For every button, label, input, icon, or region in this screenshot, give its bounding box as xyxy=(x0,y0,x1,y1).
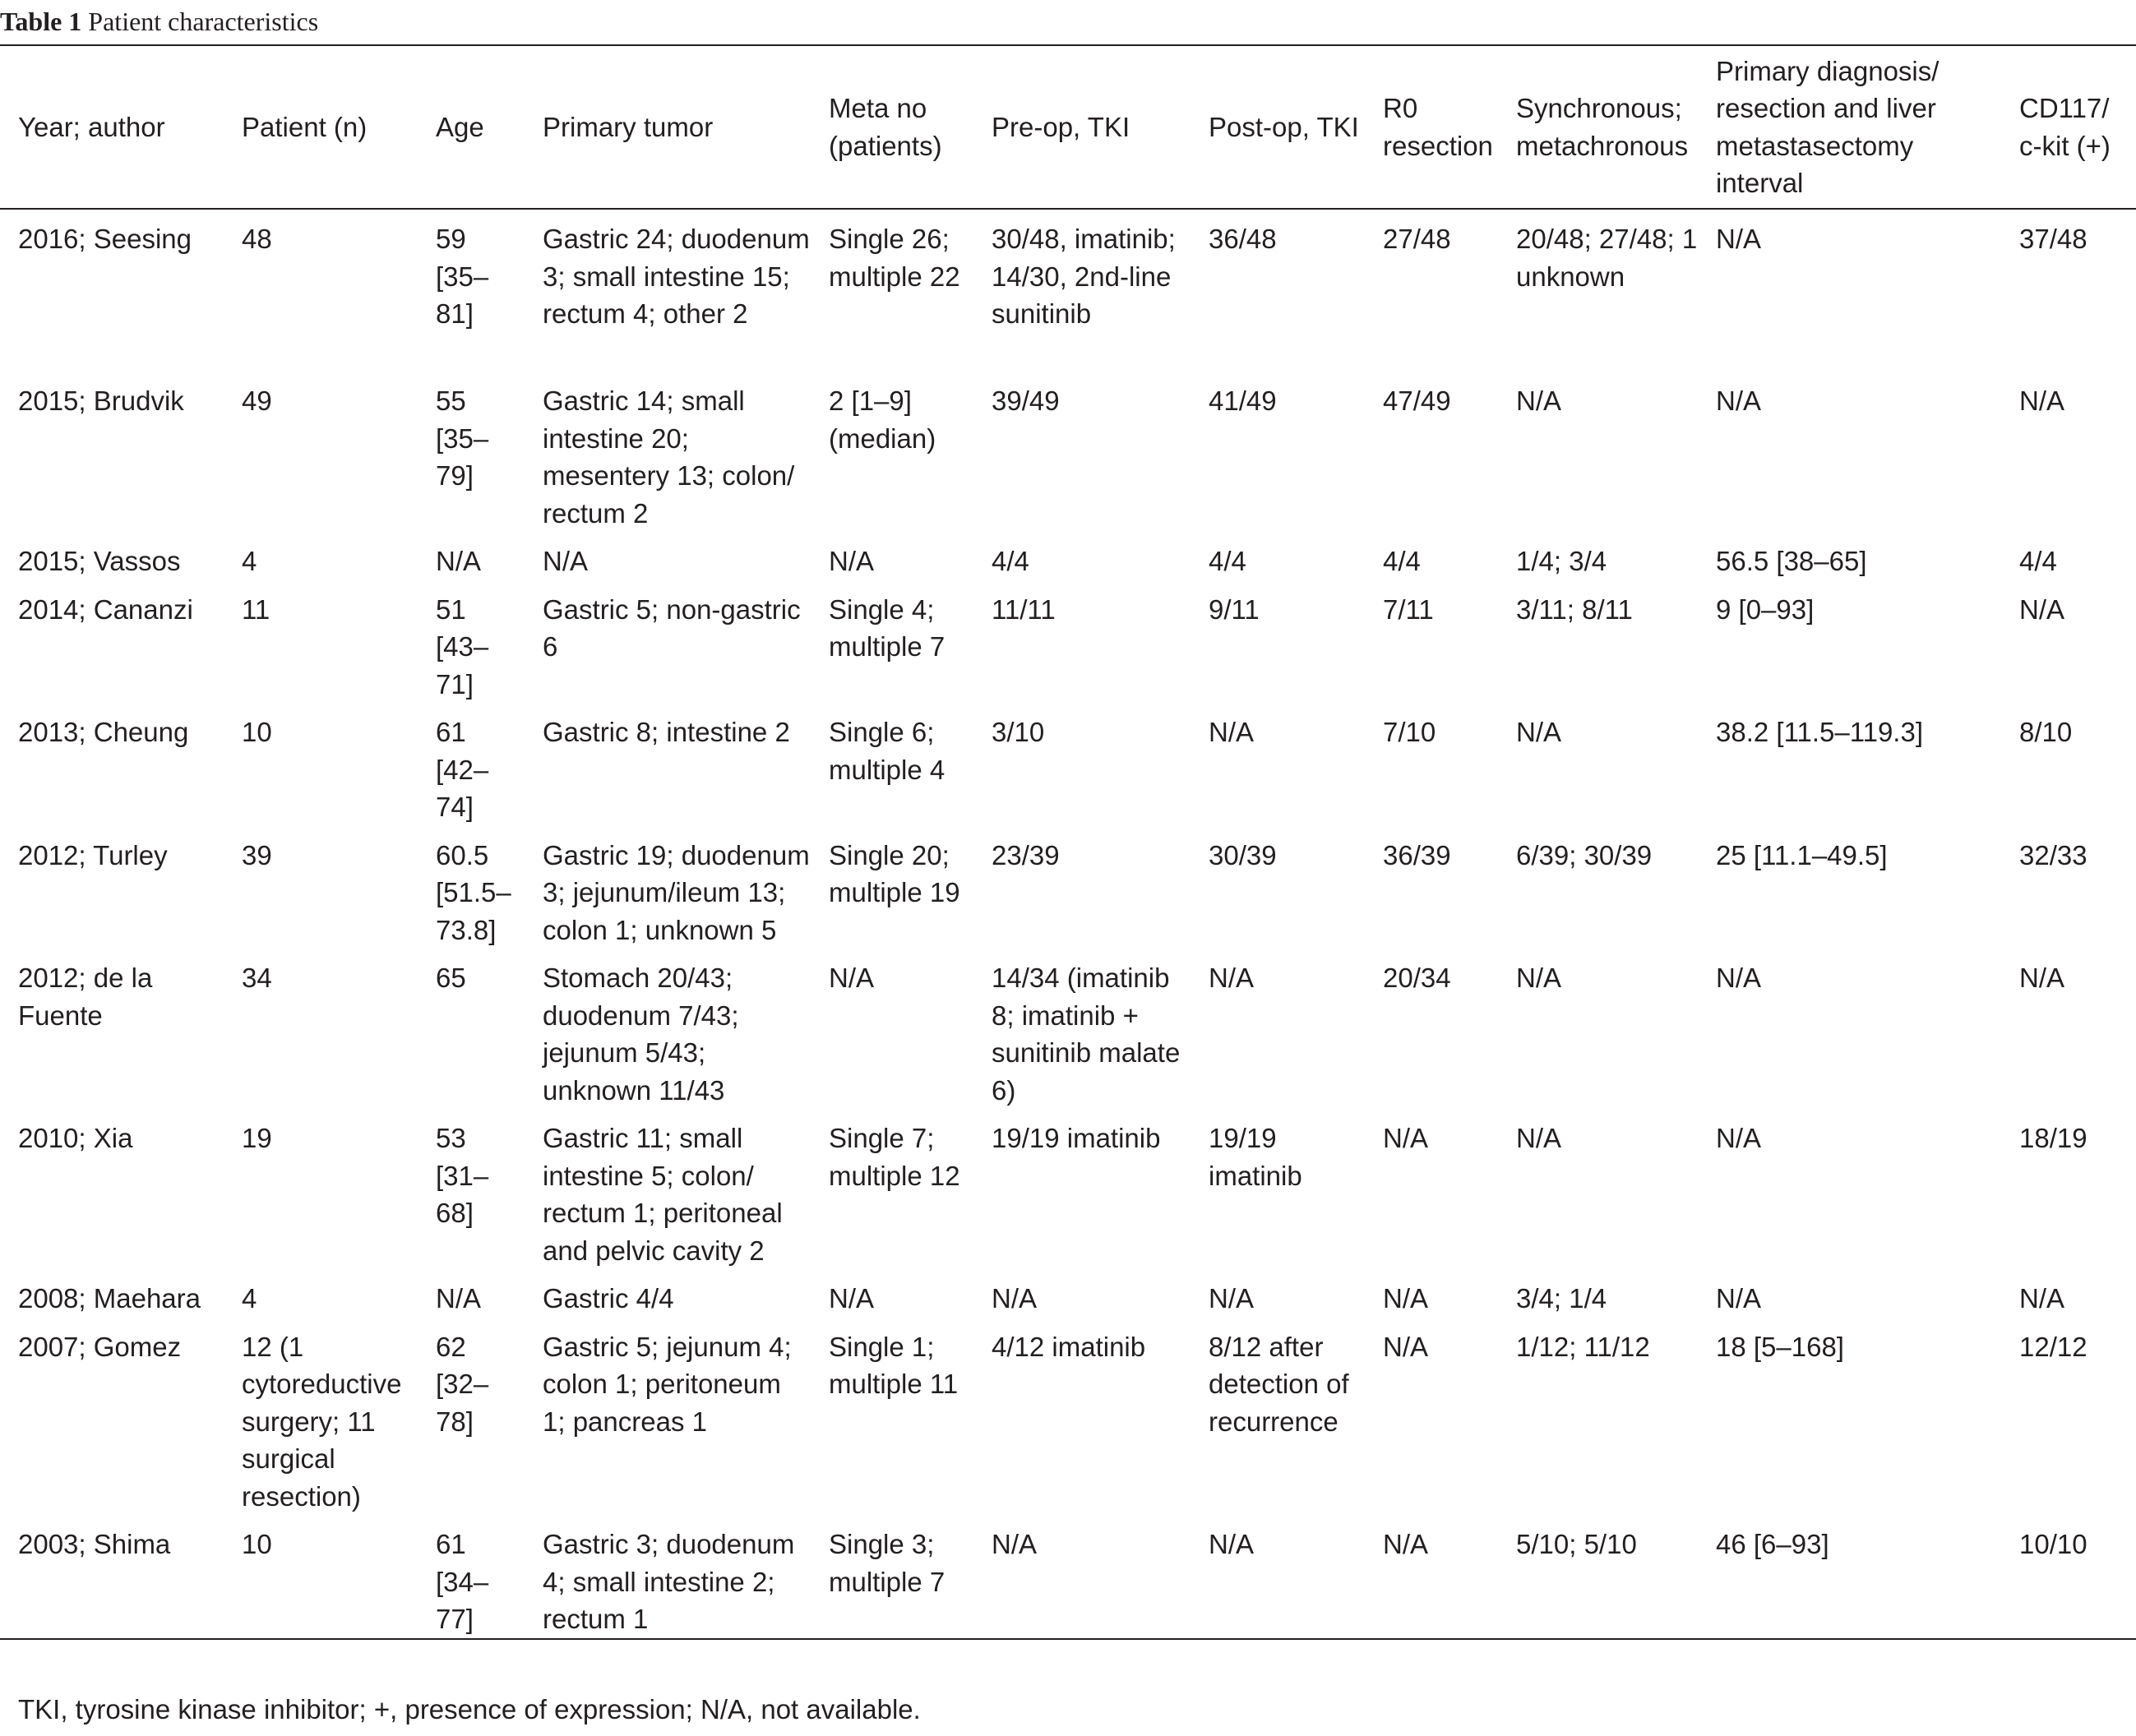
cell-r0-resection: 7/11 xyxy=(1383,593,1434,625)
cell-interval: 56.5 [38–65] xyxy=(1716,546,1867,576)
cell-meta-no: Single 20; multiple 19 xyxy=(829,839,960,907)
cell-interval: N/A xyxy=(1716,386,1762,416)
cell-age: 61 [34–77] xyxy=(418,1515,525,1639)
cell-meta-no: Single 3; multiple 7 xyxy=(811,1515,973,1639)
cell-patient-n: 39 xyxy=(242,839,272,870)
cell-pre-op-tki: N/A xyxy=(992,1283,1038,1314)
cell-synchronous-metachronous: N/A xyxy=(1516,717,1562,747)
table-row xyxy=(0,1318,2136,1516)
cell-meta-no: N/A xyxy=(829,963,875,993)
table-header-row xyxy=(0,45,2136,209)
table-row xyxy=(0,826,2136,949)
cell-patient-n: 4 xyxy=(242,546,257,576)
cell-primary-tumor: Gastric 5; non-gastric 6 xyxy=(543,593,801,662)
cell-r0-resection: 4/4 xyxy=(1383,546,1421,576)
cell-post-op-tki: 30/39 xyxy=(1209,839,1277,870)
table-row xyxy=(0,532,2136,580)
cell-cd117: N/A xyxy=(2019,593,2065,625)
cell-r0-resection: 7/10 xyxy=(1383,717,1436,747)
table-row xyxy=(0,372,2136,532)
table-row xyxy=(0,1515,2136,1639)
cell-cd117: 18/19 xyxy=(2019,1123,2087,1153)
cell-cd117: 4/4 xyxy=(2019,546,2057,576)
cell-primary-tumor: Gastric 11; small intestine 5; colon/ rectum 1; peritoneal and pelvic cavity 2 xyxy=(543,1123,783,1266)
table-row xyxy=(0,703,2136,826)
cell-age: 60.5 [51.5–73.8] xyxy=(436,839,511,945)
cell-pre-op-tki: 4/12 imatinib xyxy=(992,1331,1146,1362)
cell-cd117: N/A xyxy=(2019,1283,2065,1314)
cell-post-op-tki: 19/19 imatinib xyxy=(1209,1123,1302,1191)
cell-cd117: 37/48 xyxy=(2019,224,2087,254)
cell-meta-no: Single 6; multiple 4 xyxy=(829,717,945,785)
cell-patient-n: 11 xyxy=(242,593,270,625)
cell-pre-op-tki: 14/34 (imatinib 8; imatinib + sunitinib malate 6) xyxy=(992,963,1181,1106)
cell-meta-no: N/A xyxy=(829,1283,875,1314)
column-header-year-author: Year; author xyxy=(0,45,224,209)
cell-post-op-tki: 9/11 xyxy=(1209,593,1260,625)
cell-post-op-tki: 8/12 after detection of recurrence xyxy=(1209,1331,1349,1437)
cell-age: 65 xyxy=(436,963,466,993)
cell-interval: 46 [6–93] xyxy=(1698,1515,2001,1639)
cell-post-op-tki: N/A xyxy=(1209,1283,1255,1314)
cell-meta-no: 2 [1–9] (median) xyxy=(829,386,936,454)
cell-year-author: 2014; Cananzi xyxy=(18,593,193,625)
table-caption xyxy=(0,5,318,38)
cell-synchronous-metachronous: 5/10; 5/10 xyxy=(1498,1515,1698,1639)
cell-interval: 9 [0–93] xyxy=(1716,593,1815,625)
cell-primary-tumor: Gastric 14; small intestine 20; mesentery 13; colon/ rectum 2 xyxy=(543,386,795,529)
table-body xyxy=(0,209,2136,1639)
table-footnote: TKI, tyrosine kinase inhibitor; +, presence of expression; N/A, not available. xyxy=(18,1694,921,1724)
cell-r0-resection: N/A xyxy=(1383,1331,1429,1362)
cell-synchronous-metachronous: 3/11; 8/11 xyxy=(1516,593,1633,625)
column-header-pre-op-tki: Pre-op, TKI xyxy=(973,45,1191,209)
cell-synchronous-metachronous: N/A xyxy=(1516,963,1562,993)
cell-pre-op-tki: 39/49 xyxy=(992,386,1060,416)
cell-pre-op-tki: N/A xyxy=(973,1515,1191,1639)
cell-pre-op-tki: 30/48, imatinib; 14/30, 2nd-line sunitinib xyxy=(992,224,1176,329)
cell-cd117: 8/10 xyxy=(2019,717,2073,747)
column-header-meta-no: Meta no (patients) xyxy=(811,45,973,209)
cell-interval: N/A xyxy=(1716,1283,1762,1314)
cell-age: 51 [43–71] xyxy=(436,593,489,699)
cell-patient-n: 48 xyxy=(242,224,272,254)
column-header-synchronous-metachronous: Synchronous; metachronous xyxy=(1498,45,1698,209)
cell-meta-no: Single 7; multiple 12 xyxy=(829,1123,960,1191)
cell-pre-op-tki: 11/11 xyxy=(992,593,1056,625)
column-header-cd117: CD117/ c-kit (+) xyxy=(2001,45,2136,209)
cell-r0-resection: 20/34 xyxy=(1383,963,1451,993)
cell-synchronous-metachronous: 3/4; 1/4 xyxy=(1516,1283,1607,1314)
cell-meta-no: N/A xyxy=(829,546,875,576)
table-row xyxy=(0,949,2136,1109)
table-row xyxy=(0,1269,2136,1318)
table-row xyxy=(0,580,2136,704)
patient-characteristics-table xyxy=(0,44,2136,1640)
cell-post-op-tki: N/A xyxy=(1191,1515,1365,1639)
cell-interval: N/A xyxy=(1716,1123,1762,1153)
cell-r0-resection: N/A xyxy=(1365,1515,1498,1639)
cell-primary-tumor: Gastric 4/4 xyxy=(543,1283,674,1314)
cell-patient-n: 12 (1 cytoreductive surgery; 11 surgical resection) xyxy=(242,1331,402,1512)
table-caption-label: Table 1 xyxy=(0,7,82,36)
cell-age: 59 [35–81] xyxy=(436,224,489,329)
cell-primary-tumor: Gastric 5; jejunum 4; colon 1; peritoneum 1; pancreas 1 xyxy=(543,1331,792,1437)
cell-patient-n: 10 xyxy=(224,1515,418,1639)
cell-patient-n: 19 xyxy=(242,1123,272,1153)
column-header-age: Age xyxy=(418,45,525,209)
column-header-post-op-tki: Post-op, TKI xyxy=(1191,45,1365,209)
cell-year-author: 2016; Seesing xyxy=(18,224,192,254)
cell-pre-op-tki: 4/4 xyxy=(992,546,1029,576)
column-header-primary-tumor: Primary tumor xyxy=(525,45,811,209)
cell-synchronous-metachronous: 1/12; 11/12 xyxy=(1516,1331,1650,1362)
column-header-r0-resection: R0 resection xyxy=(1365,45,1498,209)
cell-r0-resection: N/A xyxy=(1383,1283,1429,1314)
cell-pre-op-tki: 19/19 imatinib xyxy=(992,1123,1161,1153)
table-row xyxy=(0,209,2136,372)
cell-year-author: 2015; Vassos xyxy=(18,546,181,576)
cell-synchronous-metachronous: 20/48; 27/48; 1 unknown xyxy=(1516,224,1698,292)
cell-r0-resection: 36/39 xyxy=(1383,839,1451,870)
cell-primary-tumor: Stomach 20/43; duodenum 7/43; jejunum 5/43; unknown 11/43 xyxy=(543,963,739,1106)
cell-interval: N/A xyxy=(1716,224,1762,254)
cell-synchronous-metachronous: N/A xyxy=(1516,386,1562,416)
cell-age: 61 [42–74] xyxy=(436,717,489,822)
cell-post-op-tki: 4/4 xyxy=(1209,546,1246,576)
cell-primary-tumor: N/A xyxy=(543,546,589,576)
cell-cd117: N/A xyxy=(2019,386,2065,416)
cell-interval: 25 [11.1–49.5] xyxy=(1716,839,1888,870)
cell-synchronous-metachronous: N/A xyxy=(1516,1123,1562,1153)
table-caption-title: Patient characteristics xyxy=(88,7,319,36)
cell-meta-no: Single 26; multiple 22 xyxy=(829,224,960,292)
cell-year-author: 2012; Turley xyxy=(18,839,168,870)
cell-cd117: 10/10 xyxy=(2001,1515,2136,1639)
cell-cd117: 12/12 xyxy=(2019,1331,2087,1362)
cell-post-op-tki: N/A xyxy=(1209,717,1255,747)
cell-year-author: 2010; Xia xyxy=(18,1123,133,1153)
cell-meta-no: Single 1; multiple 11 xyxy=(829,1331,959,1399)
cell-year-author: 2012; de la Fuente xyxy=(18,963,153,1031)
cell-year-author: 2008; Maehara xyxy=(18,1283,201,1314)
column-header-patient-n: Patient (n) xyxy=(224,45,418,209)
column-header-interval: Primary diagnosis/ resection and liver metastasectomy interval xyxy=(1698,45,2001,209)
cell-patient-n: 4 xyxy=(242,1283,257,1314)
cell-pre-op-tki: 3/10 xyxy=(992,717,1045,747)
cell-cd117: 32/33 xyxy=(2019,839,2087,870)
cell-r0-resection: N/A xyxy=(1383,1123,1429,1153)
cell-post-op-tki: N/A xyxy=(1209,963,1255,993)
cell-primary-tumor: Gastric 3; duodenum 4; small intestine 2; rectum 1 xyxy=(525,1515,811,1639)
cell-patient-n: 34 xyxy=(242,963,272,993)
cell-age: 62 [32–78] xyxy=(436,1331,489,1437)
cell-primary-tumor: Gastric 8; intestine 2 xyxy=(543,717,790,747)
cell-interval: 18 [5–168] xyxy=(1716,1331,1844,1362)
cell-age: N/A xyxy=(436,546,482,576)
cell-year-author: 2007; Gomez xyxy=(18,1331,182,1362)
table-row xyxy=(0,1109,2136,1269)
cell-year-author: 2013; Cheung xyxy=(18,717,189,747)
cell-post-op-tki: 41/49 xyxy=(1209,386,1277,416)
cell-primary-tumor: Gastric 19; duodenum 3; jejunum/ileum 13; colon 1; unknown 5 xyxy=(543,839,810,945)
cell-year-author: 2003; Shima xyxy=(0,1515,224,1639)
cell-year-author: 2015; Brudvik xyxy=(18,386,184,416)
cell-age: 55 [35–79] xyxy=(436,386,489,491)
cell-age: N/A xyxy=(436,1283,482,1314)
cell-pre-op-tki: 23/39 xyxy=(992,839,1060,870)
cell-primary-tumor: Gastric 24; duodenum 3; small intestine 15; rectum 4; other 2 xyxy=(543,224,810,329)
cell-cd117: N/A xyxy=(2019,963,2065,993)
cell-synchronous-metachronous: 6/39; 30/39 xyxy=(1516,839,1653,870)
cell-patient-n: 49 xyxy=(242,386,272,416)
cell-r0-resection: 27/48 xyxy=(1383,224,1451,254)
cell-meta-no: Single 4; multiple 7 xyxy=(829,593,945,662)
cell-interval: 38.2 [11.5–119.3] xyxy=(1716,717,1923,747)
cell-patient-n: 10 xyxy=(242,717,272,747)
cell-age: 53 [31–68] xyxy=(436,1123,489,1228)
cell-r0-resection: 47/49 xyxy=(1383,386,1451,416)
cell-synchronous-metachronous: 1/4; 3/4 xyxy=(1516,546,1607,576)
cell-post-op-tki: 36/48 xyxy=(1209,224,1277,254)
cell-interval: N/A xyxy=(1716,963,1762,993)
